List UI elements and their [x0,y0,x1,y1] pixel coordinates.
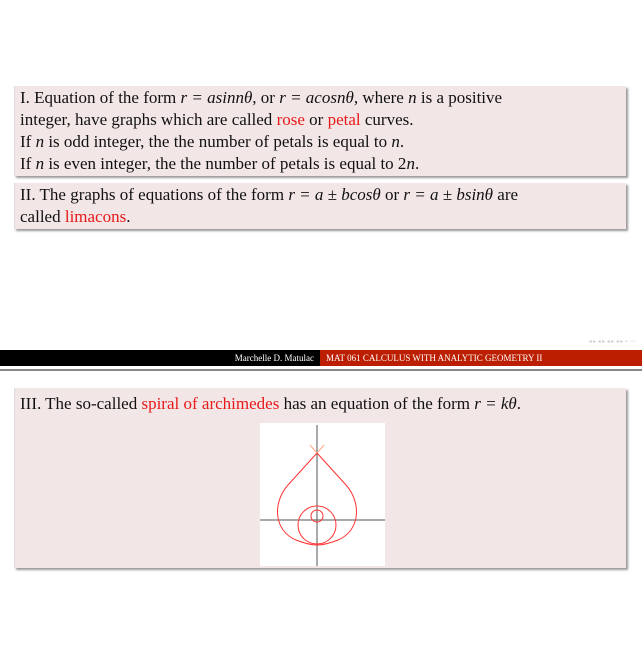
variable: n [391,132,400,151]
limacons-block [14,183,626,229]
slide-divider [0,369,642,371]
text: . [126,207,131,226]
variable: n [35,154,45,173]
text: . [516,394,522,413]
text: , or [252,88,280,107]
text: is even integer, the the number of petals is equal to 2 [44,154,407,173]
term-spiral: spiral of archimedes [141,394,280,413]
text: If [20,154,36,173]
text: III. The so-called [20,394,142,413]
slide-footer [0,350,642,366]
text-line [20,184,626,206]
text: are [493,185,519,204]
text: . [414,154,420,173]
text: , where [353,88,409,107]
equation: r = asinnθ [180,88,253,107]
text: is odd integer, the the number of petals is equal to [44,132,392,151]
beamer-navigation[interactable]: ◂ ▸ ◂ ▸ ◂ ▸ ◂ ▸ ≡ ◦◦◦ [588,339,636,345]
footer-course: MAT 061 CALCULUS WITH ANALYTIC GEOMETRY II [320,350,642,366]
text: integer, have graphs which are called [20,110,277,129]
text-line [20,206,626,228]
text: . [399,132,405,151]
term-rose: rose [276,110,305,129]
footer-author: Marchelle D. Matulac [0,350,320,366]
term-petal: petal [327,110,361,129]
text: I. Equation of the form [20,88,181,107]
equation: r = a ± bcosθ [288,185,381,204]
text-line [20,109,626,131]
variable: n [406,154,415,173]
text: called [20,207,65,226]
spiral-graph [260,423,385,566]
text: or [380,185,404,204]
text-line [20,389,626,415]
rose-curves-block [14,86,626,176]
text-line [20,131,626,153]
text: curves. [360,110,414,129]
text: II. The graphs of equations of the form [20,185,289,204]
variable: n [35,132,45,151]
term-limacons: limacons [64,207,127,226]
text-line [20,153,626,175]
text: If [20,132,36,151]
text: has an equation of the form [279,394,475,413]
text: is a positive [416,88,503,107]
variable: n [408,88,417,107]
spiral-block [14,388,626,568]
equation: r = a ± bsinθ [403,185,494,204]
text: or [304,110,328,129]
text-line [20,87,626,109]
equation: r = acosnθ [279,88,354,107]
equation: r = kθ [474,394,517,413]
